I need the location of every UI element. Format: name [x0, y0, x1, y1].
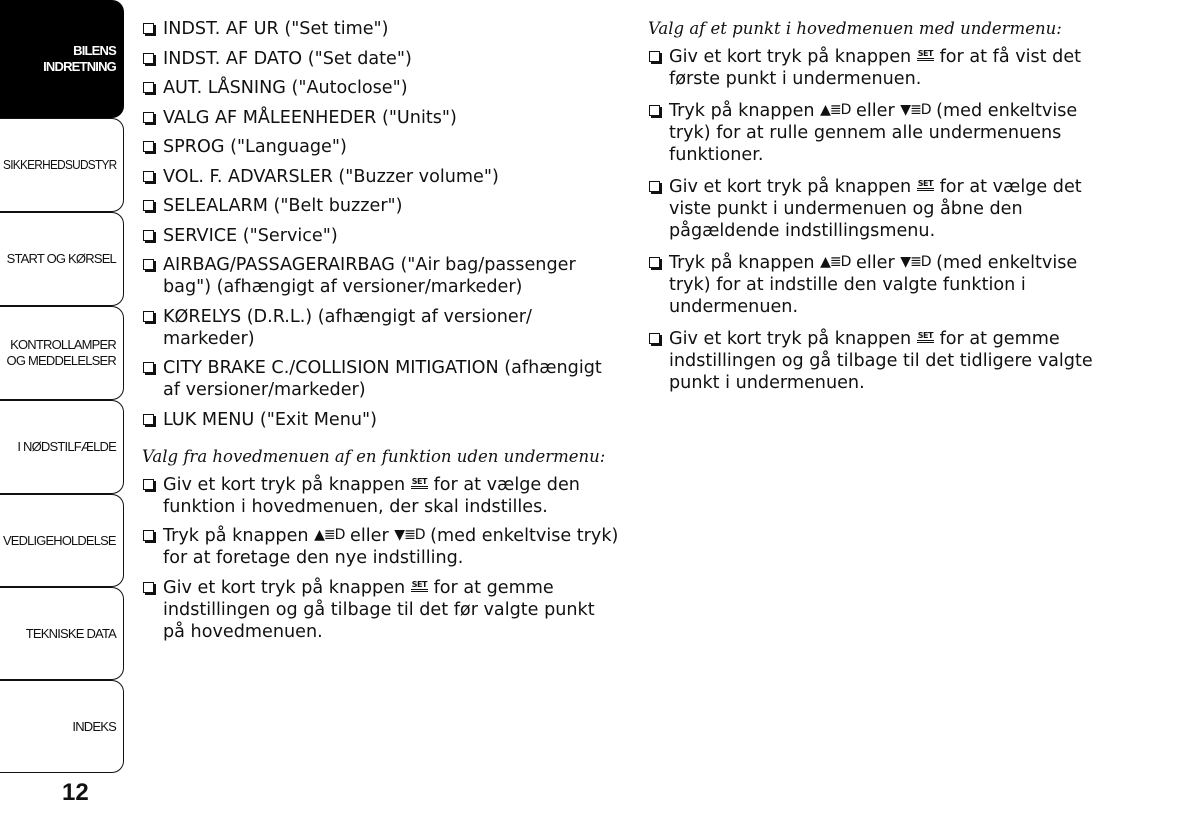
tab-bilens-indretning[interactable] [0, 0, 124, 118]
set-button-icon: SET [411, 580, 428, 592]
page-number: 12 [62, 779, 89, 806]
step-text: Giv et kort tryk på knappen [669, 177, 912, 197]
right-column [648, 18, 1103, 404]
step-item [648, 328, 1103, 394]
left-column [142, 18, 622, 650]
tab-label: TEKNISKE DATA [25, 625, 116, 641]
step-item [648, 176, 1103, 242]
tab-label: KONTROLLAMPER [10, 337, 116, 352]
down-button-icon: ▼≣D [900, 254, 931, 270]
step-text: for at vælge den funktion i hovedmenuen, der skal indstilles. [163, 474, 580, 517]
down-button-icon: ▼≣D [900, 102, 931, 118]
list-item: VOL. F. ADVARSLER ("Buzzer volume") [142, 166, 622, 188]
step-text: (med enkeltvise tryk) for at indstille den valgte funktion i undermenuen. [669, 253, 1078, 317]
step-text: for at få vist det første punkt i undermenuen. [669, 47, 1082, 89]
step-item [142, 525, 622, 569]
list-item: AUT. LÅSNING ("Autoclose") [142, 77, 622, 99]
down-button-icon: ▼≣D [394, 527, 425, 543]
tab-label: START OG KØRSEL [6, 251, 116, 266]
step-text: Tryk på knappen [163, 526, 309, 546]
set-button-icon: SET [917, 179, 934, 191]
up-button-icon: ▲≣D [314, 527, 345, 543]
tab-i-nodstilfaelde[interactable] [0, 400, 124, 494]
section-subheading: Valg fra hovedmenuen af en funktion uden undermenu: [142, 446, 606, 466]
tab-label: SIKKERHEDSUDSTYR [2, 157, 116, 172]
step-text: Giv et kort tryk på knappen [669, 47, 912, 67]
tab-kontrollamper[interactable] [0, 306, 124, 400]
tab-indeks[interactable] [0, 680, 124, 773]
tab-start-og-korsel[interactable] [0, 212, 124, 306]
step-text: eller [856, 101, 895, 121]
step-text: Giv et kort tryk på knappen [669, 329, 912, 349]
list-item: INDST. AF UR ("Set time") [142, 18, 622, 40]
step-text: (med enkeltvise tryk) for at foretage den nye indstilling. [163, 526, 619, 568]
step-item [142, 474, 622, 518]
tab-label: BILENS [73, 43, 116, 58]
section-subheading: Valg af et punkt i hovedmenuen med undermenu: [648, 19, 1062, 38]
tab-tekniske-data[interactable] [0, 587, 124, 680]
step-text: for at gemme indstillingen og gå tilbage til det tidligere valgte punkt i undermenuen. [669, 329, 1093, 393]
step-text: eller [350, 526, 389, 546]
tab-label: INDRETNING [43, 59, 116, 74]
tab-vedligeholdelse[interactable] [0, 494, 124, 587]
step-text: Tryk på knappen [669, 253, 815, 273]
step-text: for at vælge det viste punkt i undermenuen og åbne den pågældende indstillingsmenu. [669, 177, 1082, 241]
step-text: eller [856, 253, 895, 273]
step-text: for at gemme indstillingen og gå tilbage til det før valgte punkt på hovedmenuen. [163, 577, 595, 642]
step-text: Tryk på knappen [669, 101, 815, 121]
list-item: INDST. AF DATO ("Set date") [142, 48, 622, 70]
tab-label: VEDLIGEHOLDELSE [3, 532, 116, 548]
up-button-icon: ▲≣D [820, 254, 851, 270]
tab-label: OG MEDDELELSER [6, 353, 116, 368]
list-item: CITY BRAKE C./COLLISION MITIGATION (afhængigt af versioner/markeder) [142, 357, 622, 401]
step-item [142, 577, 622, 643]
step-item [648, 46, 1103, 90]
step-text: Giv et kort tryk på knappen [163, 474, 406, 495]
tab-label: I NØDSTILFÆLDE [17, 439, 116, 454]
list-item: SERVICE ("Service") [142, 225, 622, 247]
step-text: (med enkeltvise tryk) for at rulle gennem alle undermenuens funktioner. [669, 101, 1078, 165]
step-text: Giv et kort tryk på knappen [163, 577, 406, 598]
set-button-icon: SET [411, 477, 428, 489]
list-item: VALG AF MÅLEENHEDER ("Units") [142, 107, 622, 129]
set-button-icon: SET [917, 49, 934, 61]
list-item: SPROG ("Language") [142, 136, 622, 158]
section-tabs [0, 0, 124, 775]
list-item: LUK MENU ("Exit Menu") [142, 409, 622, 431]
list-item: KØRELYS (D.R.L.) (afhængigt af versioner/ markeder) [142, 306, 622, 350]
list-item: AIRBAG/PASSAGERAIRBAG ("Air bag/passenger bag") (afhængigt af versioner/markeder) [142, 254, 622, 298]
tab-label: INDEKS [72, 718, 116, 734]
step-item [648, 252, 1103, 318]
list-item: SELEALARM ("Belt buzzer") [142, 195, 622, 217]
tab-sikkerhedsudstyr[interactable] [0, 118, 124, 212]
set-button-icon: SET [917, 331, 934, 343]
up-button-icon: ▲≣D [820, 102, 851, 118]
step-item [648, 100, 1103, 166]
